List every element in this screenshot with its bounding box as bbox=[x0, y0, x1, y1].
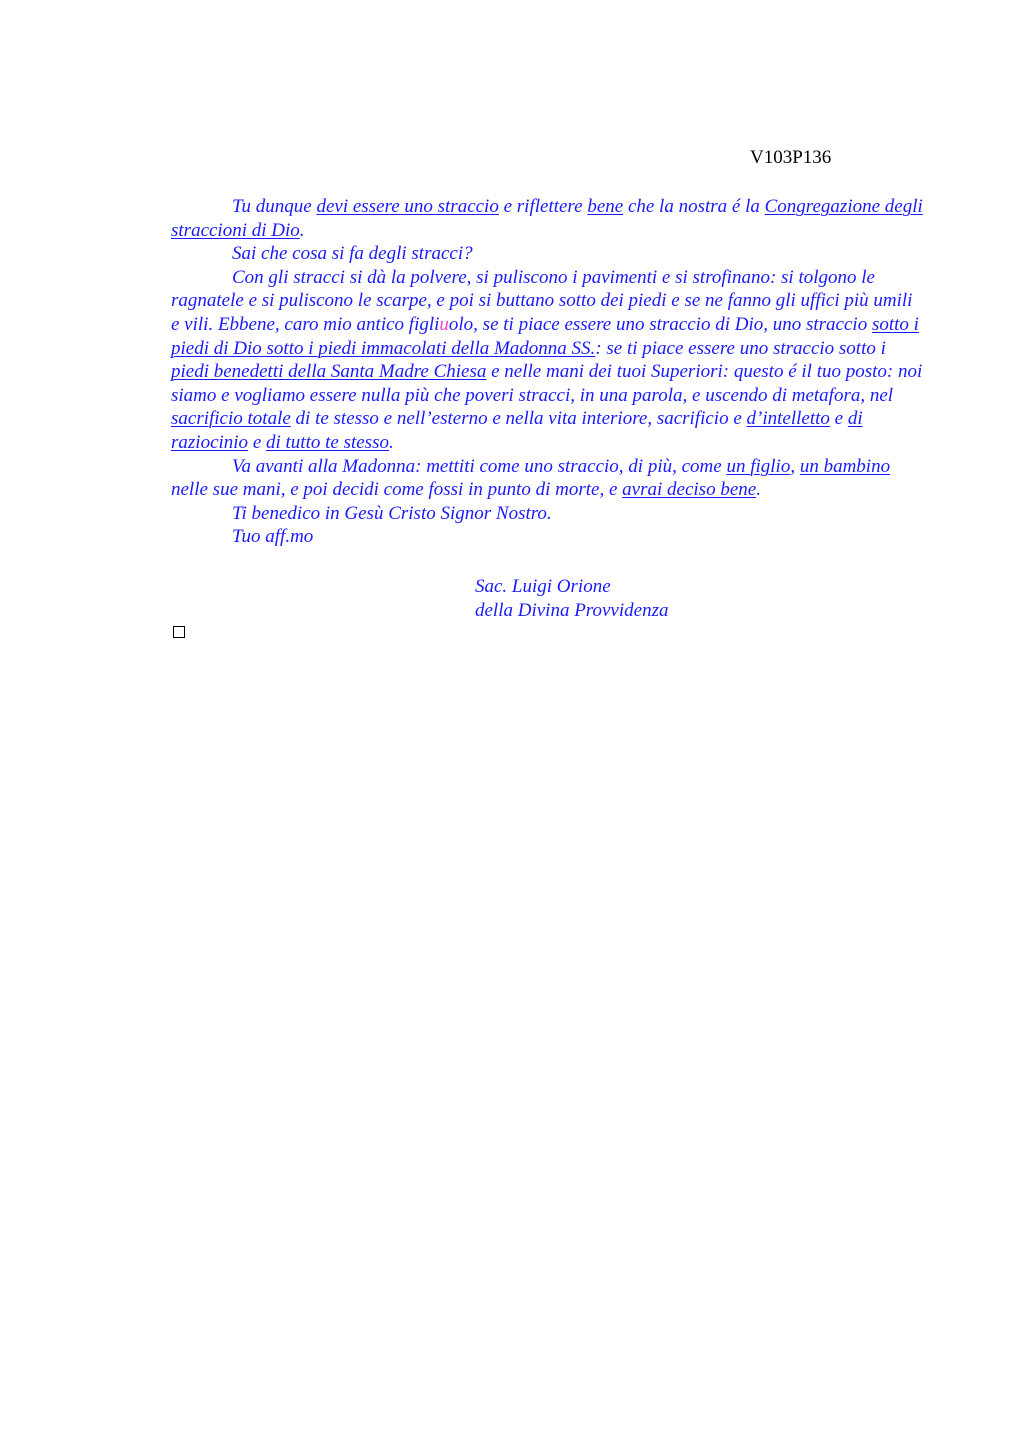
text-span: Sai che cosa si fa degli stracci? bbox=[232, 243, 473, 265]
paragraph-6 bbox=[171, 525, 925, 549]
text-span: di te stesso e nell’esterno e nella vita interiore, sacrificio e bbox=[290, 408, 747, 430]
underlined-phrase: d’intelletto bbox=[746, 408, 830, 430]
paragraph-1 bbox=[171, 195, 925, 242]
text-span: e bbox=[829, 408, 848, 430]
underlined-phrase: piedi benedetti della Santa Madre Chiesa bbox=[171, 361, 487, 383]
text-span: olo, se ti piace essere uno straccio di Dio, uno straccio bbox=[448, 313, 872, 335]
text-span: Tu dunque bbox=[232, 196, 317, 217]
paragraph-3 bbox=[171, 266, 925, 455]
underlined-phrase: sotto i piedi di Dio sotto i piedi immacolati della Madonna SS. bbox=[171, 313, 919, 359]
underlined-phrase: sacrificio totale bbox=[171, 408, 291, 430]
text-span: che la nostra é la bbox=[623, 196, 765, 217]
text-span: Tuo aff.mo bbox=[232, 526, 314, 548]
paragraph-4 bbox=[171, 455, 925, 502]
text-span: Ti benedico in Gesù Cristo Signor Nostro. bbox=[232, 502, 552, 524]
highlighted-letter: u bbox=[439, 313, 449, 335]
checkbox-square-icon bbox=[173, 626, 185, 638]
signature-block bbox=[475, 575, 668, 622]
underlined-phrase: Congregazione degli straccioni di Dio bbox=[171, 196, 923, 241]
text-span: : se ti piace essere uno straccio sotto i bbox=[595, 337, 886, 359]
underlined-phrase: un figlio bbox=[726, 455, 791, 477]
text-span: Con gli stracci si dà la polvere, si puliscono i pavimenti e si strofinano: si tolgono le ragnatele e si puliscono le scarpe, e poi si buttano sotto dei piedi e se ne fanno gli uffici più umili e vili. Ebbene, caro mio antico figli bbox=[171, 266, 913, 335]
underlined-phrase: avrai deciso bene bbox=[622, 479, 757, 501]
underlined-phrase: devi essere uno straccio bbox=[316, 196, 499, 217]
signature-name: Sac. Luigi Orione bbox=[475, 576, 611, 597]
text-span: . bbox=[299, 219, 305, 241]
text-span: . bbox=[756, 479, 761, 501]
paragraph-2 bbox=[171, 242, 925, 266]
text-span: , bbox=[790, 455, 800, 477]
text-span: . bbox=[388, 431, 394, 453]
page-reference: V103P136 bbox=[750, 147, 832, 168]
text-span: e riflettere bbox=[498, 196, 588, 217]
underlined-phrase: bene bbox=[587, 196, 624, 217]
underlined-phrase: di raziocinio bbox=[171, 408, 863, 453]
paragraph-5 bbox=[171, 502, 925, 526]
text-span: e bbox=[248, 431, 266, 453]
signature-title: della Divina Provvidenza bbox=[475, 599, 669, 621]
text-span: e nelle mani dei tuoi Superiori: questo é il tuo posto: noi siamo e vogliamo essere nulla più che poveri stracci, in una parola, e uscendo di metafora, nel bbox=[171, 361, 923, 406]
underlined-phrase: un bambino bbox=[799, 455, 891, 477]
underlined-phrase: di tutto te stesso bbox=[266, 431, 389, 453]
text-span: Va avanti alla Madonna: mettiti come uno straccio, di più, come bbox=[232, 455, 727, 477]
letter-body bbox=[171, 195, 925, 549]
text-span: nelle sue mani, e poi decidi come fossi in punto di morte, e bbox=[171, 479, 623, 501]
